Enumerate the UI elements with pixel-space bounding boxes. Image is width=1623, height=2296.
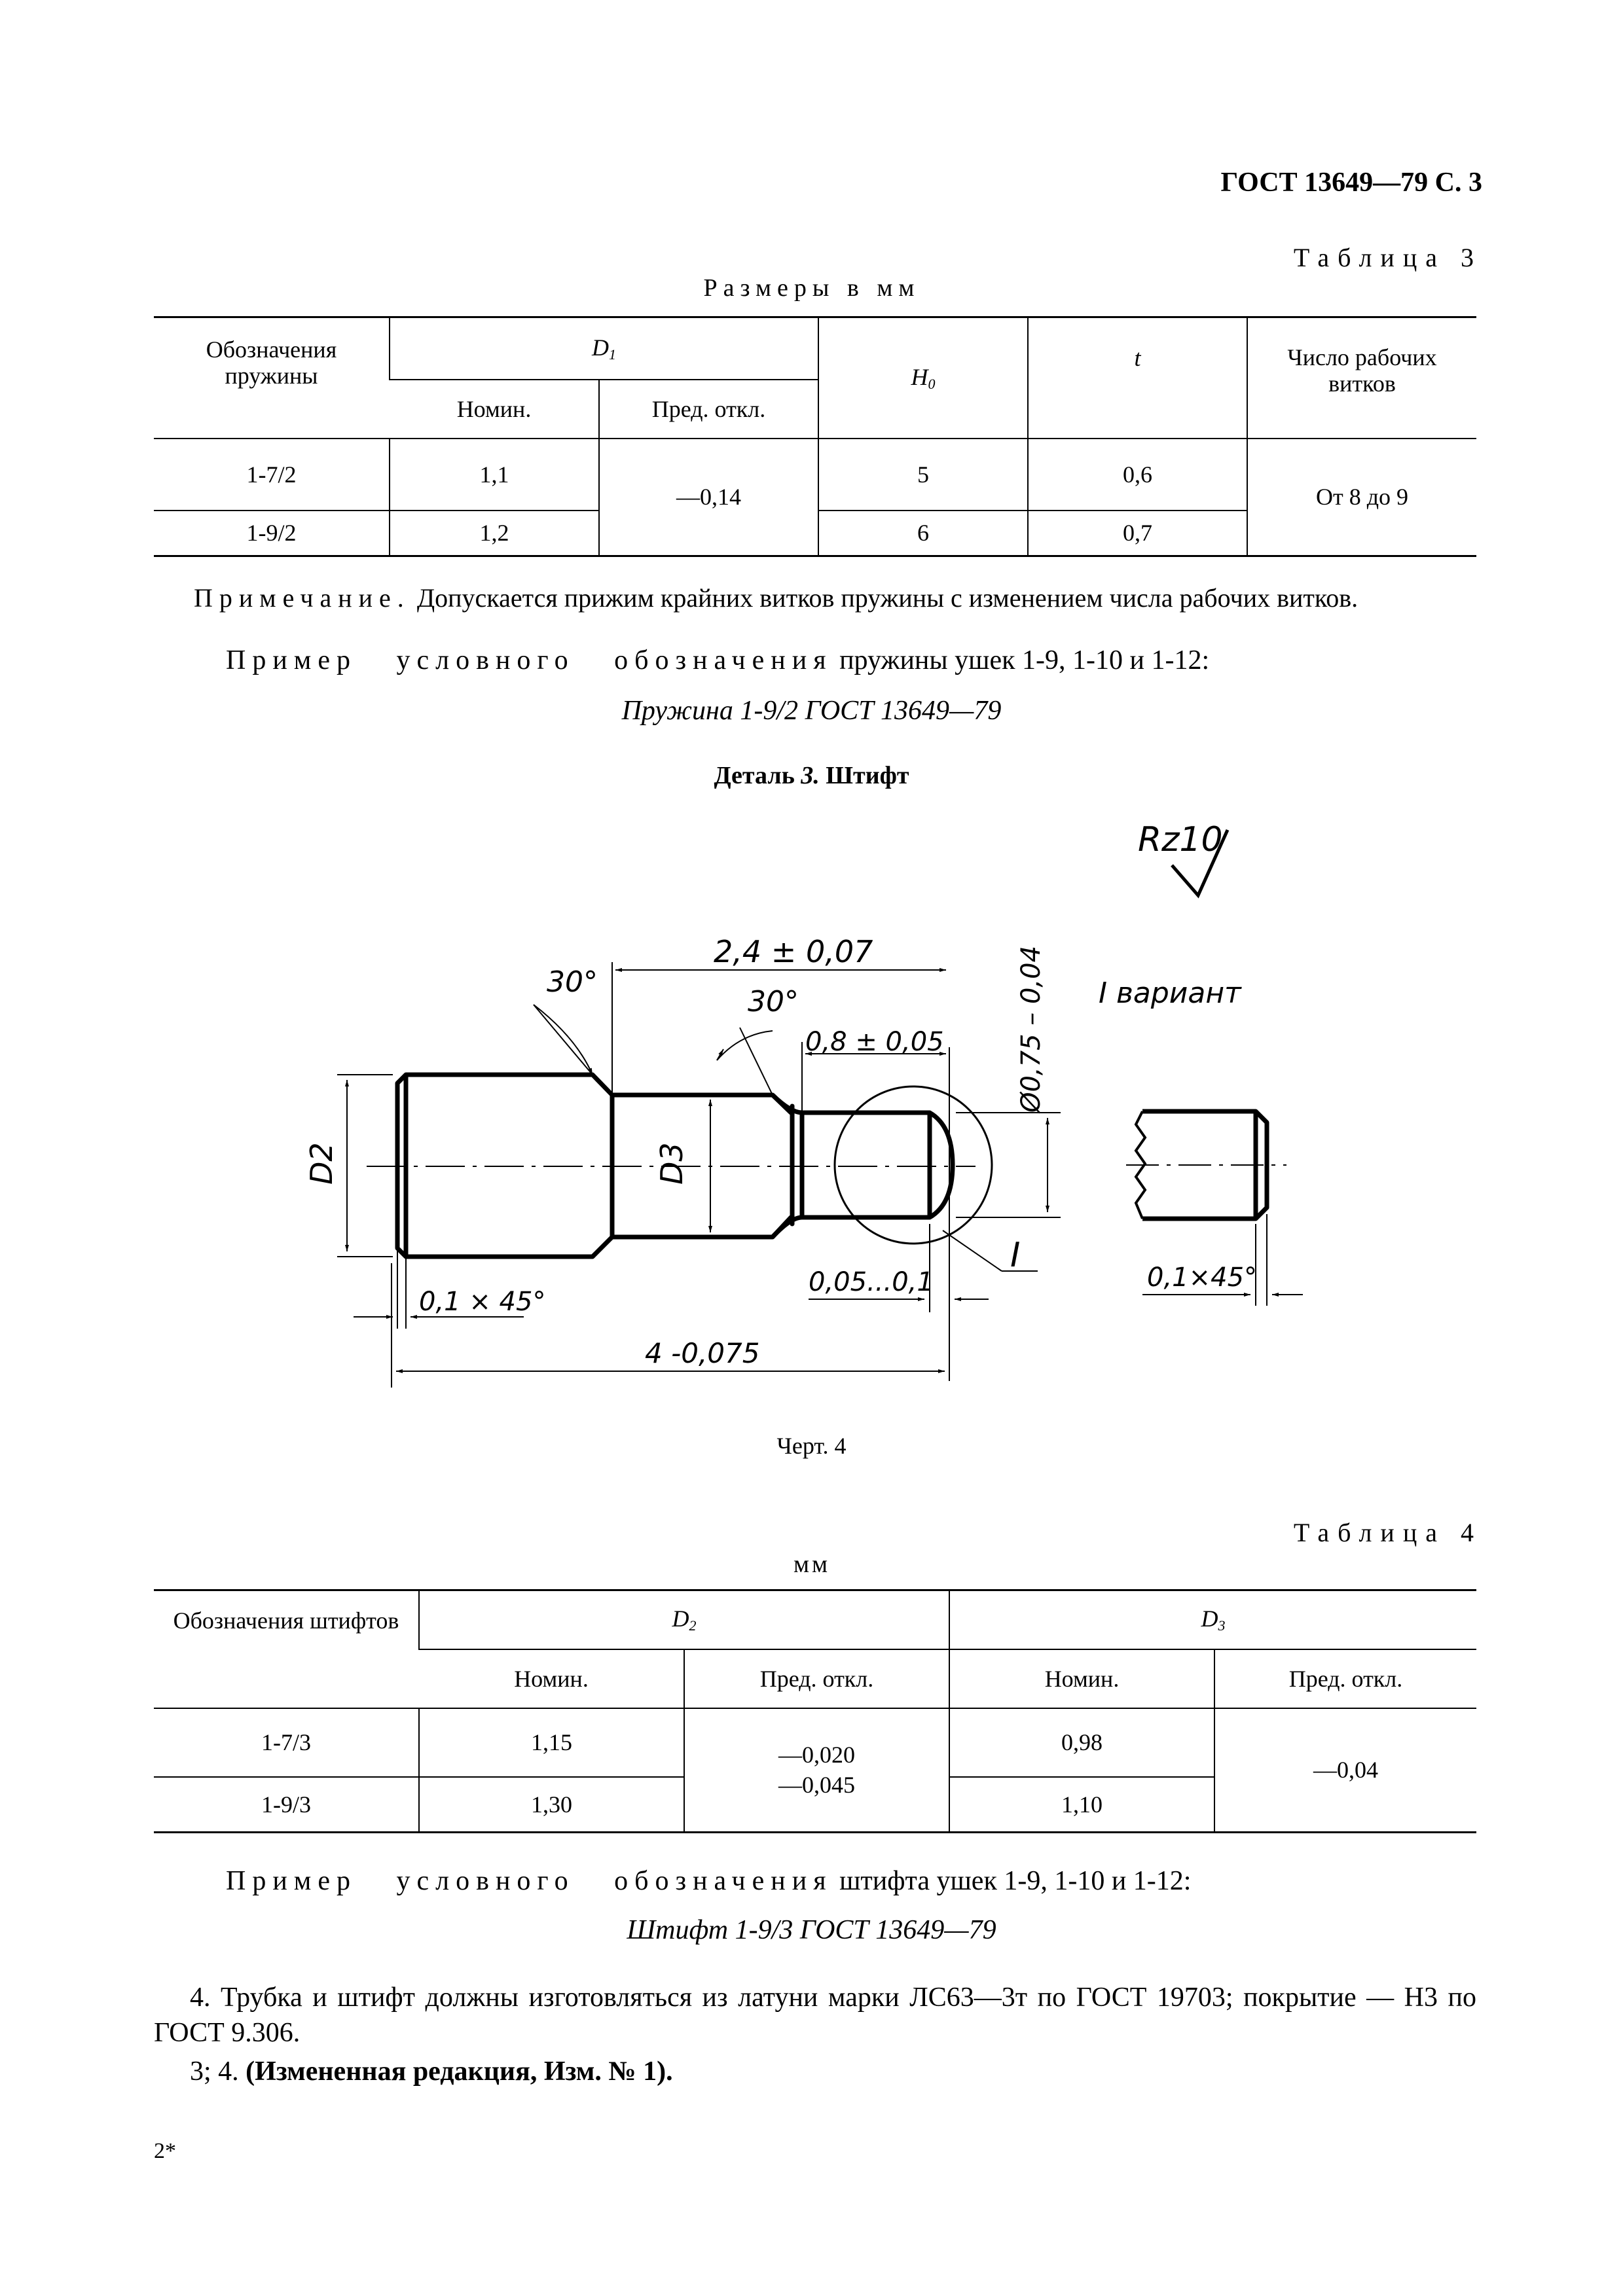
t4-head-d3-tol: Пред. откл. bbox=[1214, 1649, 1476, 1708]
t4-head-d2 bbox=[419, 1590, 949, 1649]
detail-title-prefix: Деталь bbox=[714, 762, 801, 789]
t3-head-h-letter: H bbox=[911, 363, 928, 390]
detail-title-name: Штифт bbox=[819, 762, 909, 789]
note-text: Допускается прижим крайних витков пружины с изменением числа рабочих витков. bbox=[410, 583, 1359, 613]
t4-row1-d2-nomin: 1,15 bbox=[419, 1708, 684, 1777]
table4-caption: Таблица 4 bbox=[1293, 1518, 1482, 1547]
t4-head-d2-nomin: Номин. bbox=[419, 1649, 684, 1708]
t4-row2-designation: 1-9/3 bbox=[261, 1791, 311, 1818]
t3-head-tol: Пред. откл. bbox=[599, 380, 818, 439]
page-footer: 2* bbox=[154, 2139, 176, 2163]
detail-circle bbox=[835, 1086, 992, 1244]
t4-row1-designation: 1-7/3 bbox=[154, 1708, 419, 1777]
t4-head-d3 bbox=[949, 1590, 1476, 1649]
t3-head-h-sub: 0 bbox=[928, 375, 936, 392]
figure-caption: Черт. 4 bbox=[776, 1433, 847, 1459]
example2-rest: штифта ушек 1-9, 1-10 и 1-12: bbox=[832, 1866, 1192, 1896]
table3-units: Размеры в мм bbox=[703, 274, 921, 302]
t4-head-d2-letter: D bbox=[672, 1605, 689, 1632]
t3-head-designation: Обозначения пружины bbox=[154, 317, 390, 439]
t4-head-d3-sub: 3 bbox=[1218, 1617, 1226, 1634]
detail-mark: I bbox=[1010, 1236, 1021, 1275]
t4-head-d3-nomin: Номин. bbox=[949, 1649, 1214, 1708]
dim-d3: D3 bbox=[654, 1142, 689, 1185]
t4-d2-tol-top: —0,020 bbox=[778, 1742, 855, 1768]
t4-head-d2-tol: Пред. откл. bbox=[684, 1649, 949, 1708]
table4-units: мм bbox=[793, 1551, 831, 1578]
angle-left: 30° bbox=[547, 965, 598, 999]
table4 bbox=[154, 1589, 1476, 1833]
t4-d2-tol-shared bbox=[684, 1708, 949, 1833]
roughness-label: Rz10 bbox=[1138, 820, 1223, 859]
dim-dia-075: Ø0,75 – 0,04 bbox=[1016, 945, 1046, 1113]
t3-turns-shared: От 8 до 9 bbox=[1247, 439, 1476, 556]
t3-row2-t: 0,7 bbox=[1028, 511, 1247, 556]
dim-0-8: 0,8 ± 0,05 bbox=[805, 1027, 944, 1057]
roughness-symbol bbox=[1138, 820, 1228, 895]
t3-head-turns: Число рабочих витков bbox=[1247, 317, 1476, 439]
dim-d2: D2 bbox=[304, 1142, 339, 1185]
variant-sketch bbox=[1099, 977, 1303, 1306]
example2-spaced: Пример условного обозначения bbox=[226, 1866, 833, 1896]
amendment-line bbox=[190, 2054, 1512, 2089]
note-label: Примечание. bbox=[194, 583, 410, 613]
detail-title-num: 3. bbox=[801, 762, 820, 789]
dim-chamfer-left: 0,1 × 45° bbox=[419, 1287, 546, 1317]
page-header: ГОСТ 13649—79 С. 3 bbox=[1220, 168, 1482, 198]
t4-row1-d3-nomin: 0,98 bbox=[949, 1708, 1214, 1777]
variant-label: I вариант bbox=[1099, 977, 1241, 1010]
example1-spaced: Пример условного обозначения bbox=[226, 645, 833, 675]
amendment-prefix: 3; 4. bbox=[190, 2056, 246, 2087]
angle-right: 30° bbox=[748, 985, 799, 1018]
amendment-bold: (Измененная редакция, Изм. № 1). bbox=[246, 2056, 673, 2087]
t3-row1-nomin: 1,1 bbox=[390, 439, 599, 511]
t3-head-t: t bbox=[1028, 317, 1247, 439]
t3-row1-h: 5 bbox=[818, 439, 1028, 511]
variant-chamfer: 0,1×45° bbox=[1147, 1263, 1258, 1293]
t3-head-nomin: Номин. bbox=[390, 380, 599, 439]
t4-head-d3-letter: D bbox=[1201, 1605, 1218, 1632]
t4-head-d2-sub: 2 bbox=[689, 1617, 697, 1634]
dim-2-4: 2,4 ± 0,07 bbox=[714, 934, 873, 969]
t4-row2-d2-nomin: 1,30 bbox=[419, 1777, 684, 1833]
t3-row2-h: 6 bbox=[818, 511, 1028, 556]
t4-d3-tol-shared: —0,04 bbox=[1214, 1708, 1476, 1833]
t4-row2-d3-nomin: 1,10 bbox=[949, 1777, 1214, 1833]
t3-head-d-sub: 1 bbox=[609, 346, 616, 363]
dim-total: 4 -0,075 bbox=[645, 1337, 760, 1369]
t3-row2-designation: 1-9/2 bbox=[246, 520, 297, 547]
detail-leader bbox=[943, 1230, 1002, 1271]
example1-rest: пружины ушек 1-9, 1-10 и 1-12: bbox=[832, 645, 1210, 675]
t4-head-designation: Обозначения штифтов bbox=[154, 1590, 419, 1708]
table3-caption: Таблица 3 bbox=[1293, 243, 1482, 272]
paragraph-4: 4. Трубка и штифт должны изготовляться из латуни марки ЛС63—3т по ГОСТ 19703; покрытие — Н3 по ГОСТ 9.306. bbox=[154, 1982, 1476, 2048]
t3-row1-designation: 1-7/2 bbox=[154, 439, 390, 511]
t4-d2-tol-bottom: —0,045 bbox=[778, 1772, 855, 1799]
example1-designation: Пружина 1-9/2 ГОСТ 13649—79 bbox=[621, 696, 1002, 726]
example2-line bbox=[226, 1865, 1191, 1897]
t3-row1-t: 0,6 bbox=[1028, 439, 1247, 511]
t3-tol-shared: —0,14 bbox=[599, 439, 818, 556]
example2-designation: Штифт 1-9/3 ГОСТ 13649—79 bbox=[627, 1915, 996, 1945]
dim-range: 0,05...0,1 bbox=[809, 1267, 934, 1297]
t3-head-d-letter: D bbox=[592, 334, 609, 361]
t3-row2-nomin: 1,2 bbox=[390, 511, 599, 556]
